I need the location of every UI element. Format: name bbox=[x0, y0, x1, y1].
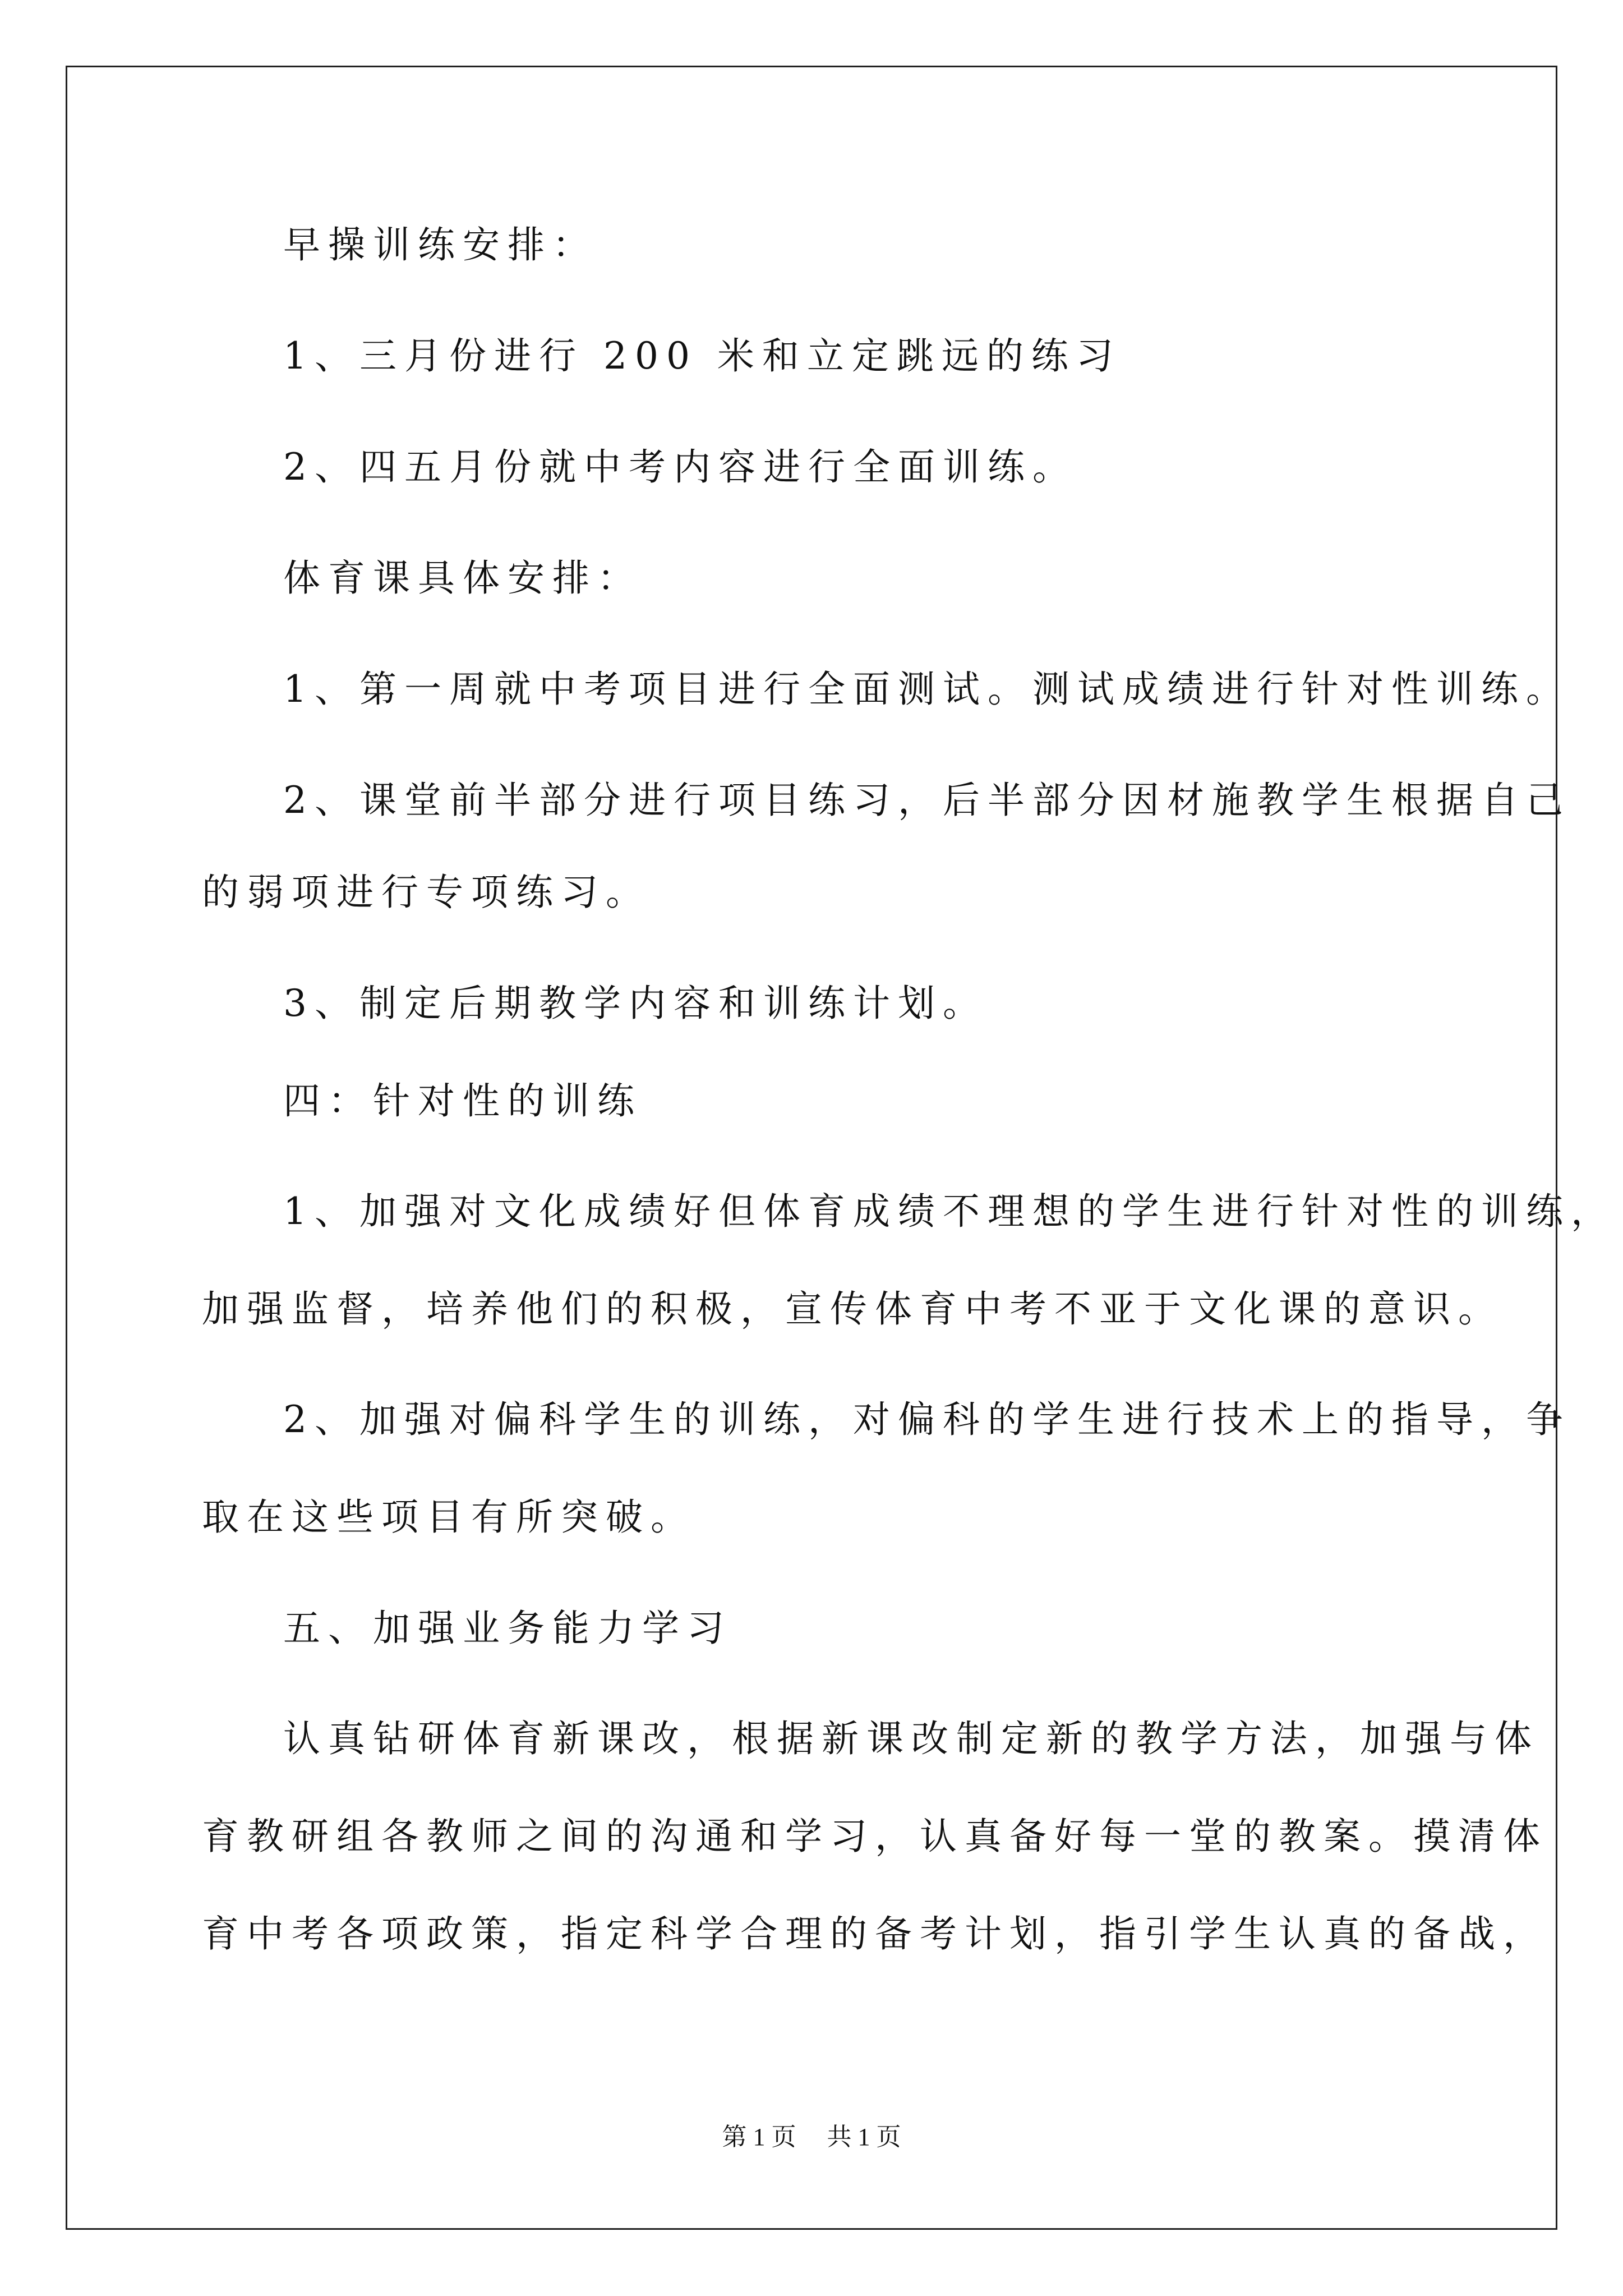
text-line: 四：针对性的训练 bbox=[283, 1079, 642, 1122]
text-line: 取在这些项目有所突破。 bbox=[202, 1496, 695, 1539]
text-line: 1、第一周就中考项目进行全面测试。测试成绩进行针对性训练。 bbox=[283, 668, 1571, 711]
text-line: 育中考各项政策，指定科学合理的备考计划，指引学生认真的备战， bbox=[202, 1912, 1548, 1955]
page-number: 第 1 页 bbox=[722, 2123, 796, 2151]
text-line: 加强监督，培养他们的积极，宣传体育中考不亚于文化课的意识。 bbox=[202, 1287, 1503, 1331]
text-line: 2、加强对偏科学生的训练，对偏科的学生进行技术上的指导，争 bbox=[283, 1398, 1571, 1441]
text-line: 的弱项进行专项练习。 bbox=[202, 871, 651, 914]
text-line: 认真钻研体育新课改，根据新课改制定新的教学方法，加强与体 bbox=[283, 1717, 1539, 1760]
text-line: 3、制定后期教学内容和训练计划。 bbox=[283, 982, 988, 1025]
text-line: 体育课具体安排： bbox=[283, 556, 642, 600]
text-line: 育教研组各教师之间的沟通和学习，认真备好每一堂的教案。摸清体 bbox=[202, 1815, 1548, 1858]
page-border bbox=[66, 66, 1557, 2230]
text-line: 1、三月份进行 200 米和立定跳远的练习 bbox=[283, 334, 1121, 378]
page-footer bbox=[0, 2120, 1623, 2154]
text-line: 早操训练安排： bbox=[283, 223, 597, 266]
text-line: 2、课堂前半部分进行项目练习，后半部分因材施教学生根据自己 bbox=[283, 779, 1571, 822]
text-line: 2、四五月份就中考内容进行全面训练。 bbox=[283, 445, 1077, 489]
text-line: 1、加强对文化成绩好但体育成绩不理想的学生进行针对性的训练， bbox=[283, 1190, 1616, 1233]
text-line: 五、加强业务能力学习 bbox=[283, 1607, 732, 1650]
page-total: 共 1 页 bbox=[827, 2123, 901, 2151]
